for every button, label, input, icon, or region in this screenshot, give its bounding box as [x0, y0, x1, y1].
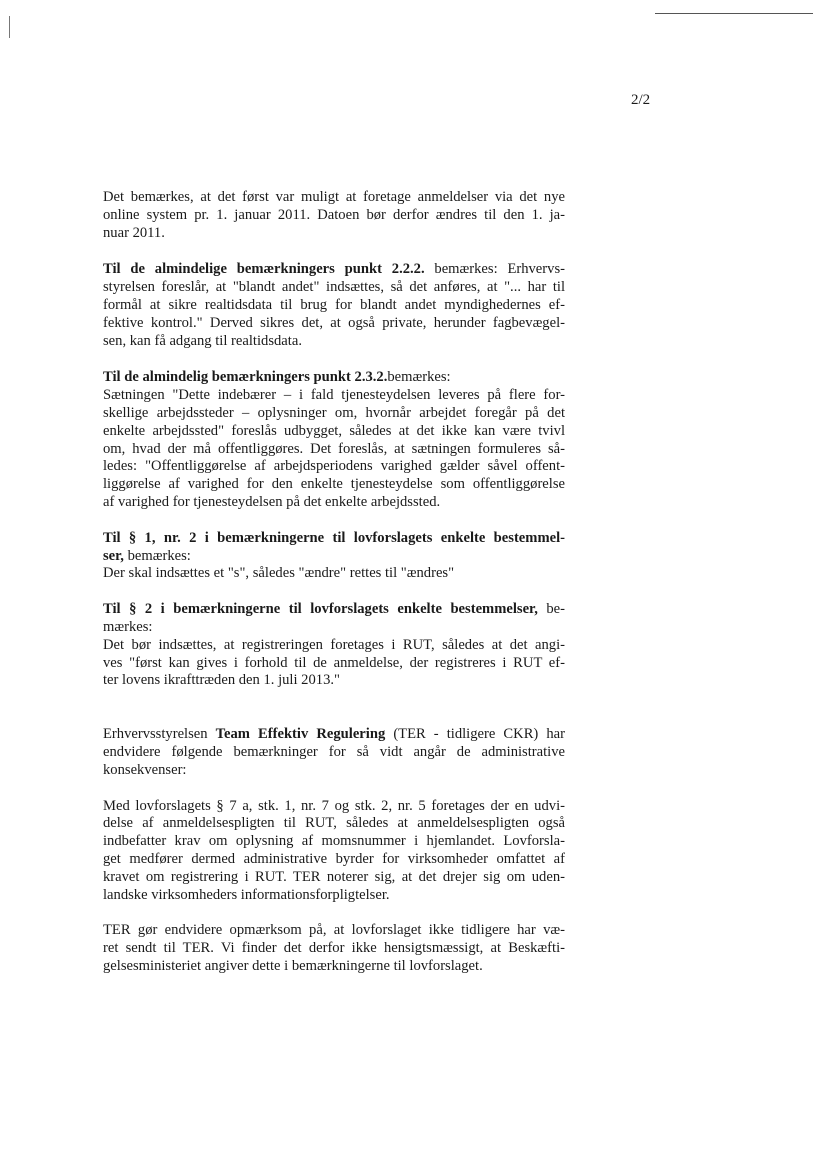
scan-artifact-tick [9, 16, 10, 38]
paragraph-ter-obligations [103, 798, 565, 905]
section-heading: Til § 1, nr. 2 i bemærkningerne til lovforslagets enkelte bestemmel- [103, 529, 565, 546]
scan-artifact-line [655, 13, 813, 14]
text-line: ter lovens ikrafttræden den 1. juli 2013." [103, 672, 340, 689]
paragraph-date-note [103, 189, 565, 242]
text-line: Der skal indsættes et "s", således "ændre" rettes til "ændres" [103, 565, 455, 582]
text-line: Det bemærkes, at det først var muligt at foretage anmeldelser via det nye [103, 189, 565, 205]
document-body [103, 189, 565, 976]
text-line: fektive kontrol." Derved sikres det, at også private, herunder fagbevægel- [103, 314, 565, 331]
text-line: Det bør indsættes, at registreringen foretages i RUT, således at det angi- [103, 636, 565, 653]
paragraph-section-2 [103, 601, 565, 690]
text-line: endvidere følgende bemærkninger for så vidt angår de administrative [103, 743, 565, 760]
text-line: landske virksomheders informationsforpligtelser. [103, 886, 390, 903]
text-line: get medfører dermed administrative byrder for virksomheder omfattet af [103, 850, 565, 867]
section-heading: Til de almindelige bemærkningers punkt 2.2.2. [103, 261, 425, 278]
text-line: om, hvad der må offentliggøres. Det foreslås, at sætningen formuleres så- [103, 440, 565, 457]
text-run: be- [537, 601, 565, 618]
paragraph-point-2-2-2 [103, 261, 565, 350]
text-line: liggørelse af varighed for den enkelte tjenesteydelse som offentliggørelse [103, 476, 565, 493]
text-run: Erhvervsstyrelsen [103, 726, 216, 743]
organization-name: Team Effektiv Regulering [215, 726, 386, 743]
text-line: formål at sikre realtidsdata til brug for blandt andet myndighedernes ef- [103, 296, 565, 313]
text-line: TER gør endvidere opmærksom på, at lovforslaget ikke tidligere har væ- [103, 922, 565, 939]
text-line: ledes: "Offentliggørelse af arbejdsperiodens varighed gælder såvel offent- [103, 458, 565, 475]
text-run: bemærkes: [123, 547, 191, 564]
text-line: online system pr. 1. januar 2011. Datoen bør derfor ændres til den 1. ja- [103, 206, 565, 223]
text-line: indbefatter krav om oplysning af momsnummer i hjemlandet. Lovforsla- [103, 833, 565, 850]
page-number: 2/2 [631, 92, 651, 108]
text-line: kravet om registrering i RUT. TER noterer sig, at det drejer sig om uden- [103, 868, 565, 885]
section-heading: Til de almindelig bemærkningers punkt 2.3.2. [103, 369, 388, 386]
paragraph-ter-closing [103, 922, 565, 975]
text-run: bemærkes: Erhvervs- [424, 261, 565, 278]
text-line: Med lovforslagets § 7 a, stk. 1, nr. 7 og stk. 2, nr. 5 foretages der en udvi- [103, 797, 565, 814]
text-line: konsekvenser: [103, 761, 187, 778]
text-line: enkelte arbejdssted" foreslås udbygget, således at det ikke kan være tvivl [103, 422, 565, 439]
text-line: af varighed for tjenesteydelsen på det enkelte arbejdssted. [103, 493, 441, 510]
text-line: mærkes: [103, 618, 153, 635]
paragraph-point-2-3-2 [103, 369, 565, 511]
text-line: delse af anmeldelsespligten til RUT, således at anmeldelsespligten også [103, 815, 565, 832]
section-heading: Til § 2 i bemærkningerne til lovforslagets enkelte bestemmelser, [103, 601, 538, 618]
text-line: ves "først kan gives i forhold til de anmeldelse, der registreres i RUT ef- [103, 654, 565, 671]
text-line: ret sendt til TER. Vi finder det derfor ikke hensigtsmæssigt, at Beskæfti- [103, 940, 565, 957]
section-heading: ser, [103, 547, 124, 564]
text-line: gelsesministeriet angiver dette i bemærkningerne til lovforslaget. [103, 957, 483, 974]
text-run: (TER - tidligere CKR) har [385, 726, 565, 743]
text-line: Sætningen "Dette indebærer – i fald tjenesteydelsen leveres på flere for- [103, 387, 565, 404]
paragraph-ter-intro [103, 726, 565, 779]
text-line: sen, kan få adgang til realtidsdata. [103, 332, 302, 349]
text-run: bemærkes: [387, 369, 451, 386]
text-line: styrelsen foreslår, at "blandt andet" indsættes, så det anføres, at "... har til [103, 279, 565, 296]
text-line: nuar 2011. [103, 224, 165, 241]
paragraph-section-1-nr-2 [103, 530, 565, 583]
text-line: skellige arbejdssteder – oplysninger om, hvornår arbejdet foregår på det [103, 404, 565, 421]
